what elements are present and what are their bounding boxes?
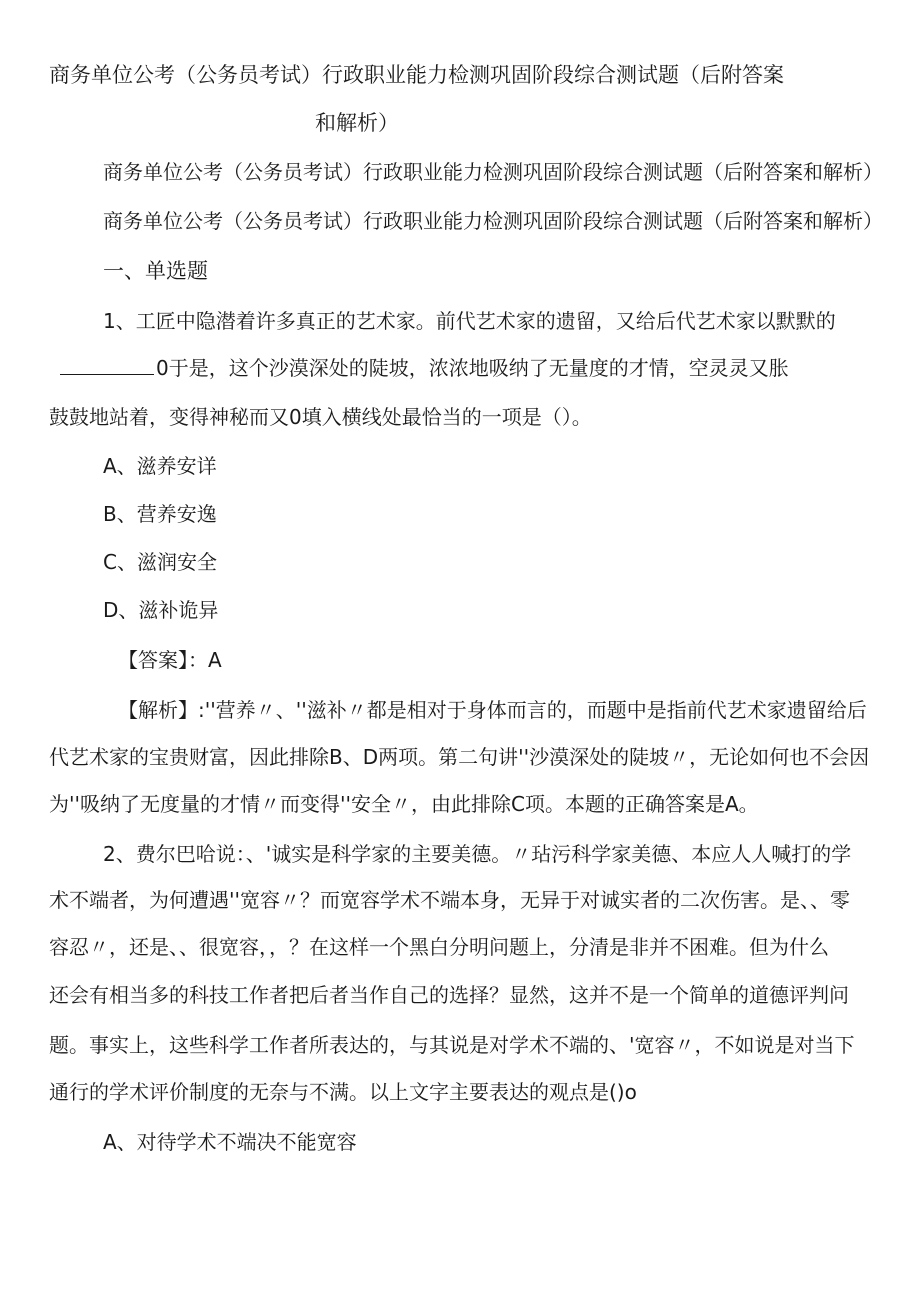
question-1-line-2 — [60, 354, 789, 382]
question-1-answer: 【答案】：A — [118, 648, 222, 672]
question-1-line-2-text: 0于是，这个沙漠深处的陡坡，浓浓地吸纳了无量度的才情，空灵灵又胀 — [156, 356, 789, 380]
document-title-line-2: 和解析） — [315, 111, 399, 135]
question-2-line-2: 术不端者，为何遭遇''宽容〃？而宽容学术不端本身，无异于对诚实者的二次伤害。是、、零 — [49, 888, 850, 912]
section-heading: 一、单选题 — [103, 259, 208, 283]
question-1-line-1: 1、工匠中隐潜着许多真正的艺术家。前代艺术家的遗留，又给后代艺术家以默默的 — [103, 309, 836, 333]
question-1-analysis-line-3: 为''吸纳了无度量的才情〃而变得''安全〃，由此排除C项。本题的正确答案是A。 — [49, 792, 759, 816]
question-1-option-c: C、滋润安全 — [103, 550, 217, 574]
question-2-line-6: 通行的学术评价制度的无奈与不满。以上文字主要表达的观点是()o — [49, 1080, 637, 1104]
question-1-option-b: B、营养安逸 — [103, 502, 217, 526]
question-1-analysis-line-2: 代艺术家的宝贵财富，因此排除B、D两项。第二句讲''沙漠深处的陡坡〃，无论如何也不会因 — [49, 745, 870, 769]
document-subtitle-1: 商务单位公考（公务员考试）行政职业能力检测巩固阶段综合测试题（后附答案和解析） — [103, 160, 883, 184]
document-title-line-1: 商务单位公考（公务员考试）行政职业能力检测巩固阶段综合测试题（后附答案 — [49, 63, 784, 87]
question-2-line-4: 还会有相当多的科技工作者把后者当作自己的选择？显然，这并不是一个简单的道德评判问 — [49, 983, 849, 1007]
question-2-line-3: 容忍〃，还是、、很宽容，，？在这样一个黑白分明问题上，分清是非并不困难。但为什么 — [49, 935, 829, 959]
question-1-line-3: 鼓鼓地站着，变得神秘而又0填入横线处最恰当的一项是（）。 — [49, 405, 592, 429]
question-1-analysis-line-1: 【解析】:''营养〃、''滋补〃都是相对于身体而言的，而题中是指前代艺术家遗留给后 — [118, 698, 867, 722]
fill-in-blank — [60, 356, 154, 375]
question-1-option-a: A、滋养安详 — [103, 454, 217, 478]
question-2-line-1: 2、费尔巴哈说：、'诚实是科学家的主要美德。〃玷污科学家美德、本应人人喊打的学 — [103, 842, 852, 866]
question-2-option-a: A、对待学术不端决不能宽容 — [103, 1130, 357, 1154]
question-2-line-5: 题。事实上，这些科学工作者所表达的，与其说是对学术不端的、'宽容〃，不如说是对当下 — [49, 1033, 855, 1057]
document-subtitle-2: 商务单位公考（公务员考试）行政职业能力检测巩固阶段综合测试题（后附答案和解析） — [103, 209, 883, 233]
question-1-option-d: D、滋补诡异 — [103, 598, 219, 622]
